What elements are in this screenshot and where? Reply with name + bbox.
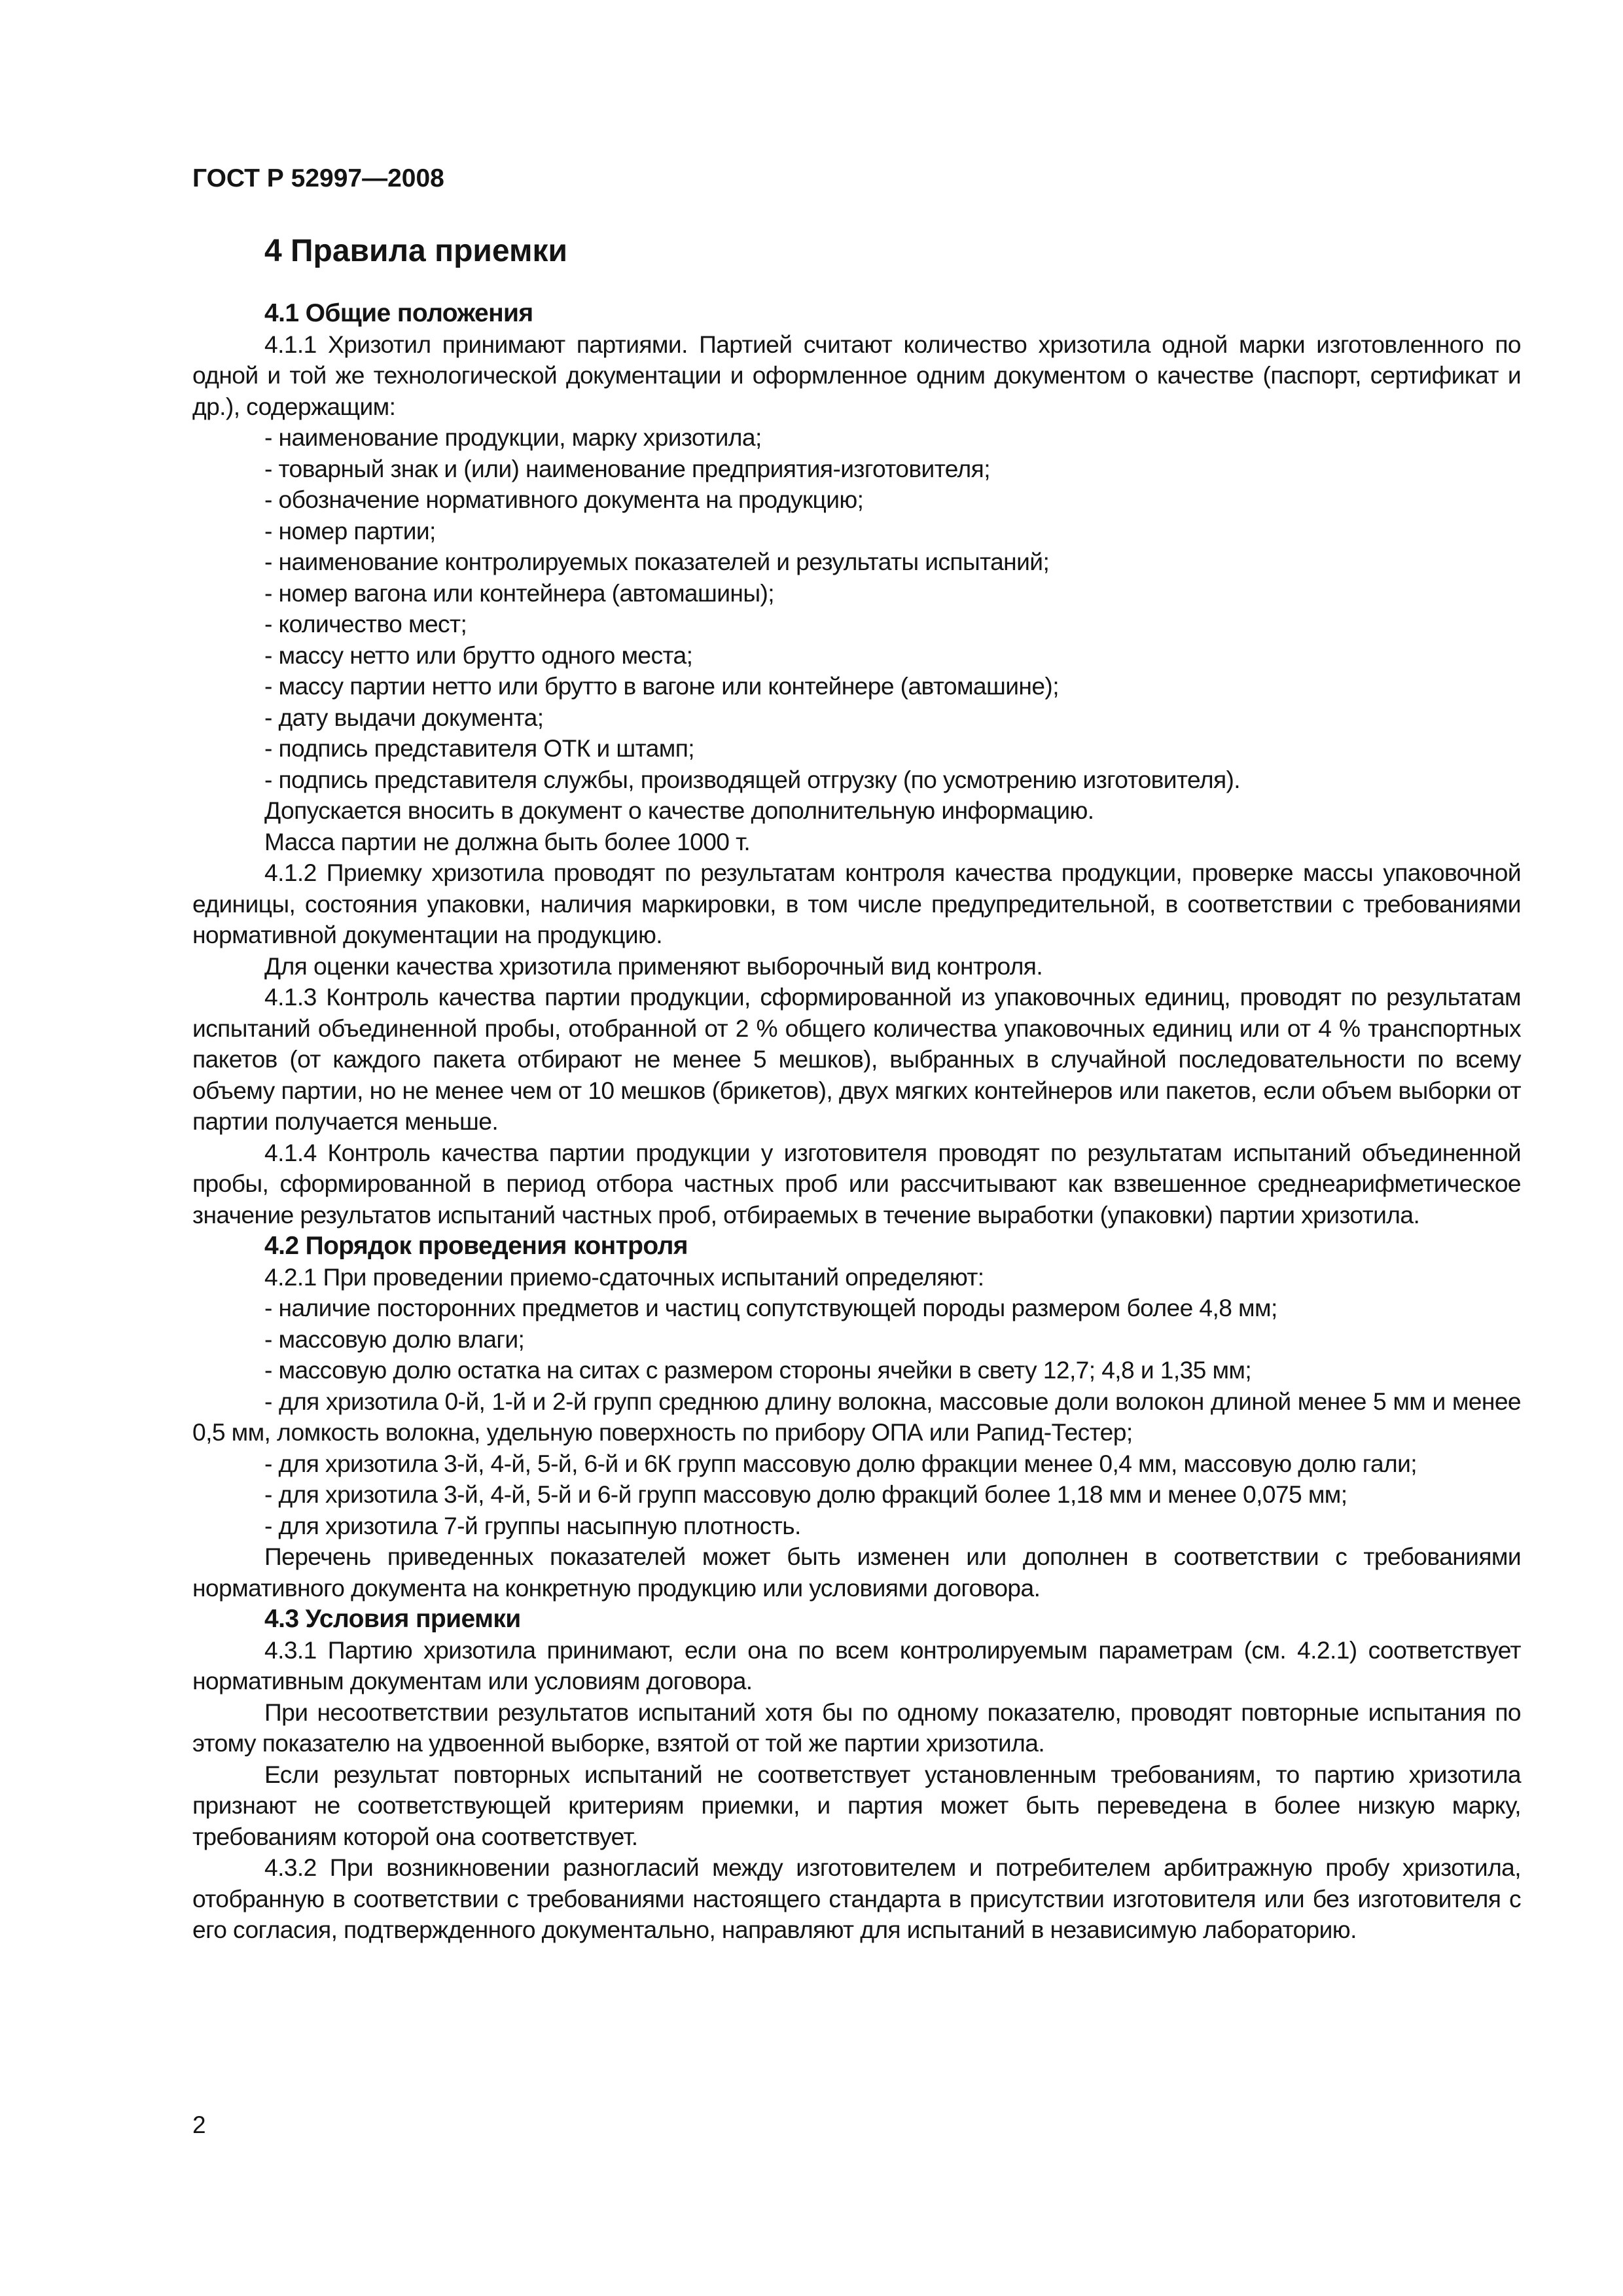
list-item: 4.2.1 При проведении приемо-сдаточных испытаний определяют: [264,1263,984,1291]
list-item: - массовую долю влаги; [264,1325,525,1353]
document-body [192,298,1521,1946]
subsection-heading: 4.3 Условия приемки [264,1605,521,1633]
list-item: - массу партии нетто или брутто в вагоне или контейнере (автомашине); [264,672,1059,700]
list-item: Для оценки качества хризотила применяют выборочный вид контроля. [264,952,1043,980]
list-item: - номер партии; [264,516,436,545]
paragraph: 4.1.1 Хризотил принимают партиями. Партией считают количество хризотила одной марки изготовленного по одной и той же технологической документации и оформленное одним документом о качестве (паспорт, сертификат и др.), содержащим: [192,330,1521,420]
subsection-heading: 4.1 Общие положения [264,299,533,327]
paragraph: - для хризотила 0-й, 1-й и 2-й групп среднюю длину волокна, массовые доли волокон длиной менее 5 мм и менее 0,5 мм, ломкость волокна, удельную поверхность по прибору ОПА или Рапид-Тестер; [192,1387,1521,1446]
list-item: - номер вагона или контейнера (автомашины); [264,579,774,607]
list-item: - наименование продукции, марку хризотила; [264,423,762,451]
paragraph: 4.1.3 Контроль качества партии продукции, сформированной из упаковочных единиц, проводят по результатам испытаний объединенной пробы, отобранной от 2 % общего количества упаковочных единиц или от 4 % транспортных пакетов (от каждого пакета отбирают не менее 5 мешков), выбранных в случайной последовательности по всему объему партии, но не менее чем от 10 мешков (брикетов), двух мягких контейнеров или пакетов, если объем выборки от партии получается меньше. [192,983,1521,1135]
page-number: 2 [192,2111,206,2138]
subsection-heading: 4.2 Порядок проведения контроля [264,1232,688,1260]
list-item: - для хризотила 7-й группы насыпную плотность. [264,1511,801,1539]
list-item: - массу нетто или брутто одного места; [264,641,693,669]
document-page [192,0,1521,2296]
list-item: - для хризотила 3-й, 4-й, 5-й и 6-й групп массовую долю фракций более 1,18 мм и менее 0,075 мм; [264,1480,1347,1508]
list-item: - товарный знак и (или) наименование предприятия-изготовителя; [264,454,990,482]
paragraph: Перечень приведенных показателей может быть изменен или дополнен в соответствии с требованиями нормативного документа на конкретную продукцию или условиями договора. [192,1543,1521,1602]
list-item: - количество мест; [264,610,467,637]
list-item: - наличие посторонних предметов и частиц сопутствующей породы размером более 4,8 мм; [264,1294,1277,1321]
paragraph: 4.3.1 Партию хризотила принимают, если она по всем контролируемым параметрам (см. 4.2.1) соответствует нормативным документам или условиям договора. [192,1636,1521,1695]
list-item: - подпись представителя ОТК и штамп; [264,734,694,762]
list-item: - обозначение нормативного документа на продукцию; [264,486,864,513]
list-item: Допускается вносить в документ о качестве дополнительную информацию. [264,797,1094,824]
list-item: - подпись представителя службы, производящей отгрузку (по усмотрению изготовителя). [264,765,1240,793]
list-item: - наименование контролируемых показателей и результаты испытаний; [264,548,1050,575]
document-code: ГОСТ Р 52997—2008 [192,164,444,192]
paragraph: 4.3.2 При возникновении разногласий между изготовителем и потребителем арбитражную пробу хризотила, отобранную в соответствии с требованиями настоящего стандарта в присутствии изготовителя или без изготовителя с его согласия, подтвержденного документально, направляют для испытаний в независимую лабораторию. [192,1854,1521,1943]
list-item: - массовую долю остатка на ситах с размером стороны ячейки в свету 12,7; 4,8 и 1,35 мм; [264,1356,1252,1384]
section-title: 4 Правила приемки [264,234,568,268]
paragraph: Если результат повторных испытаний не соответствует установленным требованиям, то партию хризотила признают не соответствующей критериям приемки, и партия может быть переведена в более низкую марку, требованиям которой она соответствует. [192,1760,1521,1850]
paragraph: При несоответствии результатов испытаний хотя бы по одному показателю, проводят повторные испытания по этому показателю на удвоенной выборке, взятой от той же партии хризотила. [192,1698,1521,1757]
paragraph: - для хризотила 3-й, 4-й, 5-й, 6-й и 6К групп массовую долю фракции менее 0,4 мм, массовую долю гали; [264,1449,1418,1477]
list-item: Масса партии не должна быть более 1000 т. [264,827,751,855]
list-item: - дату выдачи документа; [264,703,544,731]
paragraph: 4.1.4 Контроль качества партии продукции у изготовителя проводят по результатам испытаний объединенной пробы, сформированной в период отбора частных проб или рассчитывают как взвешенное среднеарифметическое значение результатов испытаний частных проб, отбираемых в течение выработки (упаковки) партии хризотила. [192,1138,1521,1229]
paragraph: 4.1.2 Приемку хризотила проводят по результатам контроля качества продукции, проверке массы упаковочной единицы, состояния упаковки, наличия маркировки, в том числе предупредительной, в соответствии с требованиями нормативной документации на продукцию. [192,859,1521,948]
